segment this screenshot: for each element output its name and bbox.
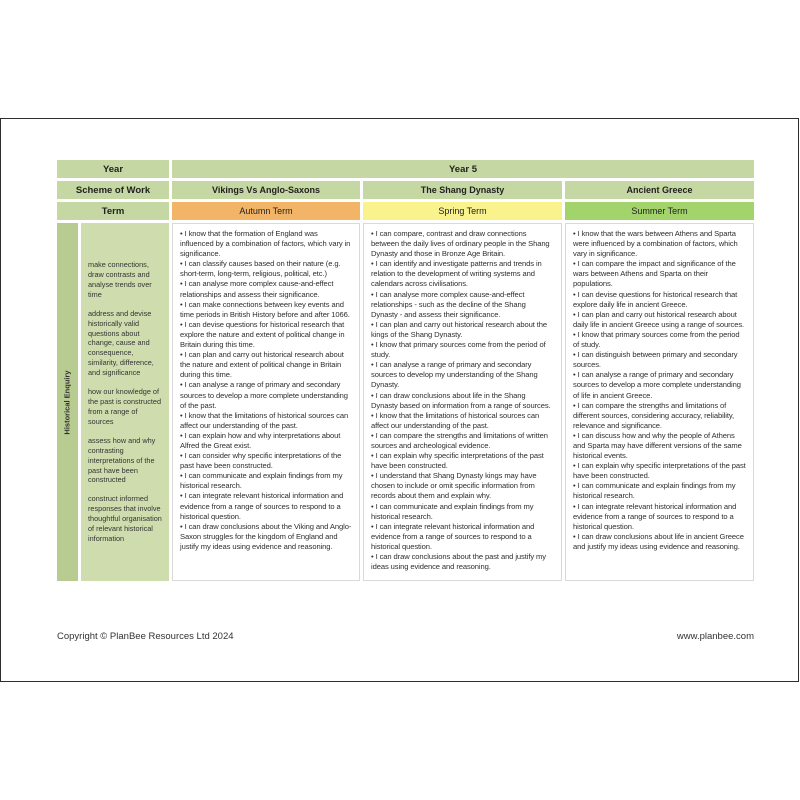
year-row-label: Year — [57, 160, 169, 178]
footer-copyright: Copyright © PlanBee Resources Ltd 2024 — [57, 631, 234, 642]
objective-item: • I can plan and carry out historical research about the nature and extent of political change in Britain during this time. — [180, 350, 344, 380]
skills-list — [81, 223, 169, 581]
objective-item: • I can draw conclusions about the Viking and Anglo-Saxon struggles for the kingdom of England and justify my ideas using evidence and reasoning. — [180, 521, 352, 551]
scheme-of-work-row-label: Scheme of Work — [57, 181, 169, 199]
objective-item: • I can communicate and explain findings from my historical research. — [573, 481, 736, 501]
objective-item: • I can integrate relevant historical information and evidence from a range of sources to respond to a historical question. — [371, 521, 535, 551]
objective-item: • I can devise questions for historical research that explore the nature and extent of political change in Britain during this time. — [180, 319, 345, 350]
objective-item: • I can compare the strengths and limitations of different sources, considering accuracy, reliability, relevance and significance. — [573, 400, 734, 430]
objective-item: • I understand that Shang Dynasty kings may have chosen to include or omit specific information from records about them and explain why. — [371, 471, 537, 501]
term-cell-summer: Summer Term — [565, 202, 754, 220]
unit-header-shang: The Shang Dynasty — [363, 181, 562, 199]
objective-item: • I can plan and carry out historical research about daily life in ancient Greece using a range of sources. — [573, 309, 745, 329]
skill-item: construct informed responses that involve thoughtful organisation of relevant historical information — [88, 494, 162, 544]
objective-item: • I know that the wars between Athens and Sparta were influenced by a combination of factors, which vary in significance. — [573, 229, 738, 259]
objective-item: • I can analyse a range of primary and secondary sources to develop my understanding of the Shang Dynasty. — [371, 360, 538, 390]
page — [0, 118, 799, 682]
unit-header-greece: Ancient Greece — [565, 181, 754, 199]
objective-item: • I can communicate and explain findings from my historical research. — [371, 501, 534, 521]
sidebar-category-strip — [57, 223, 78, 581]
footer-url: www.planbee.com — [676, 631, 754, 642]
objective-item: • I can plan and carry out historical research about the kings of the Shang Dynasty. — [371, 319, 548, 339]
term-row-label: Term — [57, 202, 169, 220]
objective-item: • I can explain why specific interpretations of the past have been constructed. — [371, 451, 544, 471]
objective-item: • I can identify and investigate patterns and trends in relation to the development of writing systems and calendars across civilisations. — [371, 259, 542, 289]
objective-item: • I can devise questions for historical research that explore daily life in ancient Greece. — [573, 289, 738, 309]
objective-item: • I can draw conclusions about life in the Shang Dynasty based on information from a range of sources. — [371, 390, 551, 410]
objectives-column-vikings — [172, 223, 360, 581]
term-cell-autumn: Autumn Term — [172, 202, 360, 220]
objective-item: • I know that the limitations of historical sources can affect our understanding of the past. — [371, 410, 540, 430]
curriculum-table — [57, 160, 755, 581]
skill-item: assess how and why contrasting interpretations of the past have been constructed — [88, 435, 156, 485]
objective-item: • I know that primary sources come from the period of study. — [573, 329, 740, 350]
objective-item: • I know that the limitations of historical sources can affect our understanding of the past. — [180, 410, 349, 430]
objective-item: • I can draw conclusions about life in ancient Greece and justify my ideas using evidence and reasoning. — [573, 531, 744, 551]
term-cell-spring: Spring Term — [363, 202, 562, 220]
skill-item: make connections, draw contrasts and analyse trends over time — [88, 259, 152, 299]
objective-item: • I can integrate relevant historical information and evidence from a range of sources to respond to a historical question. — [180, 491, 344, 521]
objective-item: • I can integrate relevant historical information and evidence from a range of sources to respond to a historical question. — [573, 501, 737, 531]
objective-item: • I can compare the impact and significance of the wars between Athens and Sparta on their populations. — [573, 259, 736, 289]
objectives-column-greece — [565, 223, 754, 581]
unit-header-vikings: Vikings Vs Anglo-Saxons — [172, 181, 360, 199]
objective-item: • I can draw conclusions about the past and justify my ideas using evidence and reasoning. — [371, 552, 546, 572]
objective-item: • I can communicate and explain findings from my historical research. — [180, 471, 343, 491]
objective-item: • I know that primary sources come from the period of study. — [371, 340, 546, 360]
objective-item: • I can discuss how and why the people of Athens and Sparta may have different versions of the same historical events. — [573, 430, 742, 461]
objective-item: • I can analyse more complex cause-and-effect relationships - such as the decline of the Shang Dynasty - and assess their significance. — [371, 289, 526, 319]
objective-item: • I can explain how and why interpretations about Alfred the Great exist. — [180, 430, 341, 450]
footer — [57, 631, 754, 642]
objective-item: • I know that the formation of England was influenced by a combination of factors, which vary in significance. — [180, 229, 351, 259]
objective-item: • I can analyse a range of primary and secondary sources to develop a more complete understanding of life in ancient Greece. — [573, 370, 741, 400]
objective-item: • I can explain why specific interpretations of the past have been constructed. — [573, 461, 746, 481]
objective-item: • I can distinguish between primary and secondary sources. — [573, 350, 738, 370]
objective-item: • I can analyse more complex cause-and-effect relationships and assess their significance. — [180, 279, 334, 299]
objectives-column-shang — [363, 223, 562, 581]
objective-item: • I can analyse a range of primary and secondary sources to develop a more complete understanding of the past. — [180, 380, 348, 410]
sidebar-category-label: Historical Enquiry — [63, 369, 72, 435]
objective-item: • I can make connections between key events and time periods in British History before and after 1066. — [180, 299, 350, 319]
skill-item: address and devise historically valid questions about change, cause and consequence, similarity, difference, and significance — [88, 308, 154, 378]
year-value: Year 5 — [172, 160, 754, 178]
objective-item: • I can consider why specific interpretations of the past have been constructed. — [180, 451, 342, 471]
objective-item: • I can classify causes based on their nature (e.g. short-term, long-term, religious, political, etc.) — [180, 259, 341, 279]
objective-item: • I can compare the strengths and limitations of written sources and archeological evidence. — [371, 430, 548, 450]
skill-item: how our knowledge of the past is constructed from a range of sources — [88, 387, 162, 426]
objective-item: • I can compare, contrast and draw connections between the daily lives of ordinary people in the Shang Dynasty and those in Bronze Age Britain. — [371, 229, 550, 259]
